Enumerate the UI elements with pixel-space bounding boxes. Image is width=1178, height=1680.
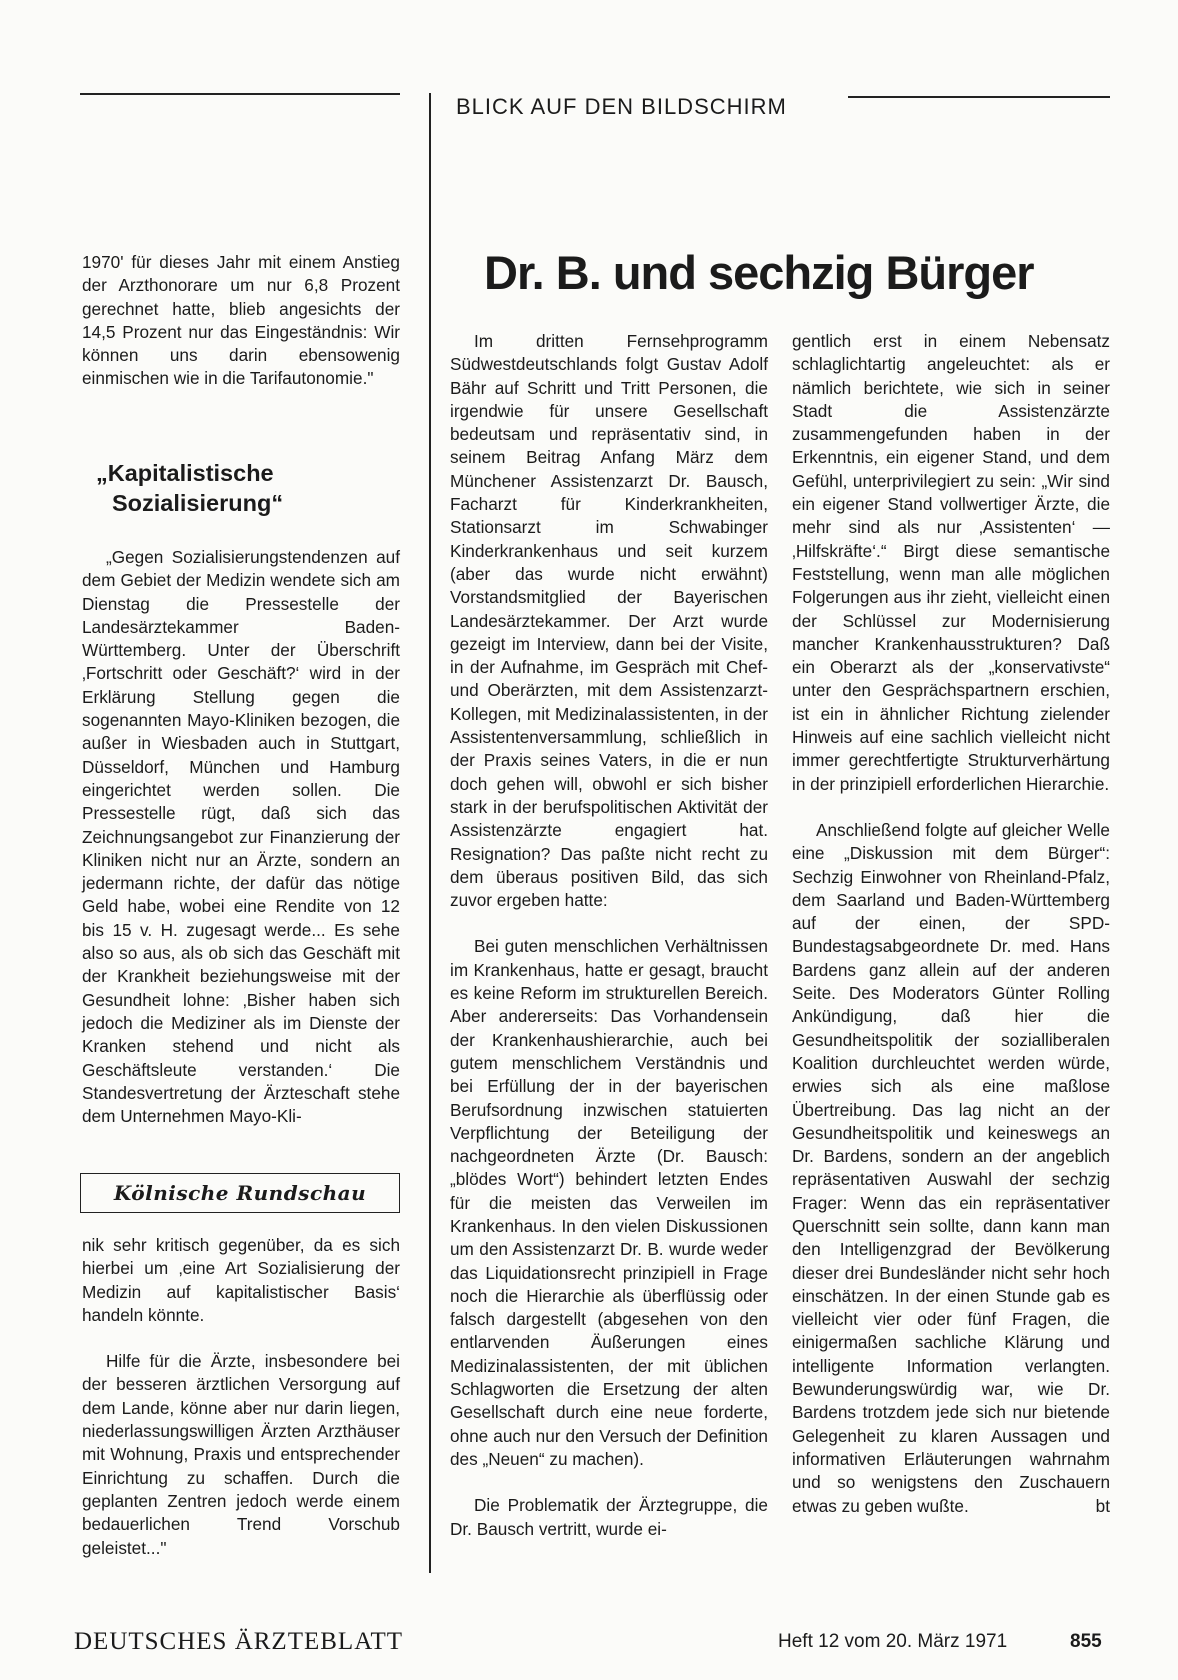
right-paragraph-1: gentlich erst in einem Nebensatz schlaglichtartig angeleuchtet: als er nämlich berichtete, wie sich in seiner Stadt die Assistenzärzte zusammengefunden haben in der Erkenntnis, ein eigener Stand, und dem Gefühl, unterprivilegiert zu sein: „Wir sind ein eigener Stand vollwertiger Ärzte, die mehr sind als nur ‚Assistenten‘ — ‚Hilfskräfte‘.“ Birgt diese semantische Feststellung, wenn man alle möglichen Folgerungen aus ihr zieht, vielleicht einen der Schlüssel zur Modernisierung mancher Krankenhausstrukturen? Daß ein Oberarzt als der „konservativste“ unter den Gesprächspartnern erschien, ist ein in ähnlicher Richtung zielender Hinweis auf eine sachlich vielleicht nicht immer gerechtfertigte Strukturverhärtung in der prinzipiell erforderlichen Hierarchie.: [792, 331, 1110, 794]
left-subhead: [96, 458, 406, 518]
left-column-intro: [82, 251, 400, 391]
left-paragraph-2: Hilfe für die Ärzte, insbesondere bei der besseren ärztlichen Versorgung auf dem Lande, könne aber nur darin liegen, niederlassungswilligen Ärzten Arzthäuser mit Wohnung, Praxis und entsprechender Einrichtung zu schaffen. Durch die geplanten Zentren jedoch werde einem bedauerlichen Trend Vorschub geleistet...": [82, 1351, 400, 1558]
source-masthead: Kölnische Rundschau: [80, 1173, 400, 1213]
intro-paragraph: 1970' für dieses Jahr mit einem Anstieg der Arzthonorare um nur 6,8 Prozent gerechnet hatte, blieb angesichts der 14,5 Prozent nur das Eingeständnis: Wir können uns darin ebensowenig einmischen wie in die Tarifautonomie.": [82, 252, 400, 389]
left-paragraph-1-continued: nik sehr kritisch gegenüber, da es sich hierbei um ‚eine Art Sozialisierung der Medizin auf kapitalistischer Basis‘ handeln könnte.: [82, 1235, 400, 1325]
middle-column: [450, 330, 768, 1541]
footer-journal-name: DEUTSCHES ÄRZTEBLATT: [74, 1628, 404, 1655]
middle-paragraph-2: Bei guten menschlichen Verhältnissen im Krankenhaus, hatte er gesagt, braucht es keine Reform im strukturellen Bereich. Aber andererseits: Das Vorhandensein der Krankenhaushierarchie, auch bei gutem menschlichem Verständnis und bei Erfüllung der in der bayerischen Berufsordnung inzwischen statuierten Verpflichtung der Beteiligung der nachgeordneten Ärzte (Dr. Bausch: „blödes Wort“) behindert letzten Endes für die meisten das Verweilen im Krankenhaus. In den vielen Diskussionen um den Assistenzarzt Dr. B. wurde weder das Liquidationsrecht prinzipiell in Frage noch die Hierarchie als überflüssig oder falsch dargestellt (abgesehen von den entlarvenden Äußerungen eines Medizinalassistenten, der mit üblichen Schlagworten die Ersetzung der alten Gesellschaft durch eine neue forderte, ohne auch nur den Versuch der Definition des „Neuen“ zu machen).: [450, 936, 768, 1469]
column-divider-rule: [429, 93, 431, 1573]
middle-paragraph-1: Im dritten Fernsehprogramm Südwestdeutschlands folgt Gustav Adolf Bähr auf Schritt und Tritt Personen, die irgendwie für unsere Gesellschaft bedeutsam und repräsentativ sind, in seinem Beitrag Anfang März dem Münchener Assistenzarzt Dr. Bausch, Facharzt für Kinderkrankheiten, Stationsarzt im Schwabinger Kinderkrankenhaus und seit kurzem (aber das wurde nicht erwähnt) Vorstandsmitglied der Bayerischen Landesärztekammer. Der Arzt wurde gezeigt im Interview, dann bei der Visite, in der Aufnahme, im Gespräch mit Chef- und Oberärzten, mit dem Assistenzarzt-Kollegen, mit Medizinalassistenten, in der Assistentenversammlung, schließlich in der Praxis seines Vaters, in die er nun doch gehen will, obwohl er sich bisher stark in der berufspolitischen Aktivität der Assistenzärzte engagiert hat. Resignation? Das paßte nicht recht zu dem überaus positiven Bild, das sich zuvor ergeben hatte:: [450, 331, 768, 911]
right-column: [792, 330, 1110, 1518]
subhead-line1: „Kapitalistische: [96, 460, 274, 486]
article-headline: Dr. B. und sechzig Bürger: [484, 246, 1034, 299]
middle-paragraph-3: Die Problematik der Ärztegruppe, die Dr. Bausch vertritt, wurde ei-: [450, 1495, 768, 1539]
section-label: BLICK AUF DEN BILDSCHIRM: [456, 94, 787, 119]
left-column-body: [82, 546, 400, 1128]
top-left-rule: [80, 93, 400, 95]
footer-issue: Heft 12 vom 20. März 1971: [778, 1631, 1008, 1652]
footer-page-number: 855: [1070, 1631, 1102, 1652]
right-paragraph-2: [792, 819, 1110, 1518]
author-signature: bt: [1095, 1495, 1110, 1516]
left-paragraph-1: „Gegen Sozialisierungstendenzen auf dem Gebiet der Medizin wendete sich am Dienstag die Pressestelle der Landesärztekammer Baden-Württemberg. Unter der Überschrift ‚Fortschritt oder Geschäft?‘ wird in der Erklärung Stellung gegen die sogenannten Mayo-Kliniken bezogen, die außer in Wiesbaden auch in Stuttgart, Düsseldorf, München und Hamburg eingerichtet werden sollen. Die Pressestelle rügt, daß sich das Zeichnungsangebot zur Finanzierung der Kliniken nicht nur an Ärzte, sondern an jedermann richte, der dafür das nötige Geld habe, wobei eine Rendite von 12 bis 15 v. H. zugesagt werde... Es sehe also so aus, als ob sich das Geschäft mit der Krankheit beziehungsweise mit der Gesundheit lohne: ‚Bisher haben sich jedoch die Mediziner als im Dienste der Kranken stehend und nicht als Geschäftsleute verstanden.‘ Die Standesvertretung der Ärzteschaft stehe dem Unternehmen Mayo-Kli-: [82, 547, 400, 1127]
subhead-line2: Sozialisierung“: [112, 490, 284, 516]
left-column-continuation: [82, 1234, 400, 1560]
top-right-rule: [848, 96, 1110, 98]
right-paragraph-2-text: Anschließend folgte auf gleicher Welle eine „Diskussion mit dem Bürger“: Sechzig Einwohner von Rheinland-Pfalz, dem Saarland und Baden-Württemberg auf der einen, der SPD-Bundestagsabgeordnete Dr. med. Hans Bardens ganz allein auf der anderen Seite. Des Moderators Günter Rolling Ankündigung, daß hier die Gesundheitspolitik der sozialliberalen Koalition durchleuchtet werden würde, erwies sich als eine maßlose Übertreibung. Das lag nicht an der Gesundheitspolitik und keineswegs an Dr. Bardens, sondern an der angeblich repräsentativen Auswahl der sechzig Frager: Wenn das ein repräsentativer Querschnitt sein sollte, dann kann man den Intelligenzgrad der Bevölkerung dieser drei Bundesländer nicht sehr hoch einschätzen. In der einen Stunde gab es vielleicht vier oder fünf Fragen, die einigermaßen sachliche Klärung und intelligente Information verlangten. Bewunderungswürdig war, wie Dr. Bardens trotzdem jede sich nur bietende Gelegenheit zu klaren Aussagen und informativen Erläuterungen wahrnahm und so wenigstens den Zuschauern etwas zu geben wußte.: [792, 819, 1110, 1516]
